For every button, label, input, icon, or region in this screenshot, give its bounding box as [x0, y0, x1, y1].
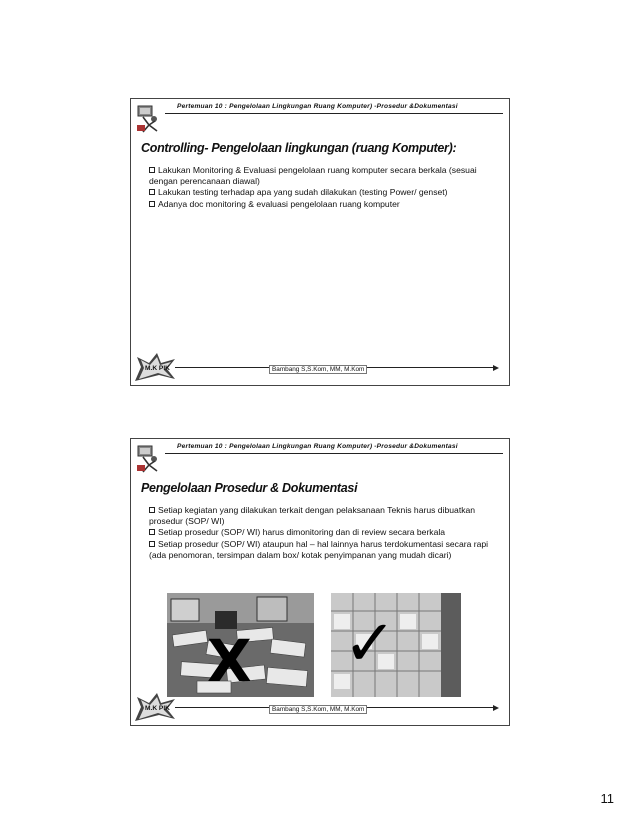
- header-rule: [165, 113, 503, 114]
- page-number: 11: [600, 791, 614, 806]
- footer-arrow-icon: [493, 365, 499, 371]
- slide-title: Controlling- Pengelolaan lingkungan (ruang Komputer):: [141, 141, 457, 155]
- course-label: M.K PIK: [145, 365, 170, 372]
- bullet-item: Adanya doc monitoring & evaluasi pengelolaan ruang komputer: [149, 199, 491, 210]
- slide-header: Pertemuan 10 : Pengelolaan Lingkungan Ruang Komputer) -Prosedur &Dokumentasi: [177, 103, 458, 110]
- mascot-logo-icon: [135, 103, 161, 133]
- check-mark-icon: ✓: [343, 607, 397, 681]
- course-label: M.K PIK: [145, 705, 170, 712]
- bullet-list: [149, 165, 491, 210]
- messy-room-photo: [167, 593, 314, 697]
- slide-header: Pertemuan 10 : Pengelolaan Lingkungan Ruang Komputer) -Prosedur &Dokumentasi: [177, 443, 458, 450]
- checkbox-bullet-icon: [149, 201, 155, 207]
- mascot-logo-icon: [135, 443, 161, 473]
- bullet-item: Lakukan Monitoring & Evaluasi pengelolaan ruang komputer secara berkala (sesuai dengan perencanaan diawal): [149, 165, 477, 187]
- checkbox-bullet-icon: [149, 189, 155, 195]
- bullet-item: Lakukan testing terhadap apa yang sudah dilakukan (testing Power/ genset): [149, 187, 491, 198]
- bullet-list: [149, 505, 491, 561]
- footer-arrow-icon: [493, 705, 499, 711]
- checkbox-bullet-icon: [149, 529, 155, 535]
- checkbox-bullet-icon: [149, 541, 155, 547]
- x-mark-icon: X: [207, 627, 252, 695]
- slide-2: [130, 438, 510, 726]
- bullet-item: Setiap kegiatan yang dilakukan terkait dengan pelaksanaan Teknis harus dibuatkan prosedur (SOP/ WI): [149, 505, 476, 527]
- bullet-item: Setiap prosedur (SOP/ WI) harus dimonitoring dan di review secara berkala: [149, 527, 491, 538]
- footer-author: Bambang S,S.Kom, MM, M.Kom: [269, 365, 367, 374]
- slide-1: [130, 98, 510, 386]
- tidy-shelves-photo: [331, 593, 461, 697]
- bullet-item: Setiap prosedur (SOP/ WI) ataupun hal – hal lainnya harus terdokumentasi secara rapi (ada penomoran, tersimpan dalam box/ kotak penyimpanan yang mudah dicari): [149, 538, 489, 560]
- header-rule: [165, 453, 503, 454]
- checkbox-bullet-icon: [149, 167, 155, 173]
- checkbox-bullet-icon: [149, 507, 155, 513]
- footer-author: Bambang S,S.Kom, MM, M.Kom: [269, 705, 367, 714]
- slide-title: Pengelolaan Prosedur & Dokumentasi: [141, 481, 358, 495]
